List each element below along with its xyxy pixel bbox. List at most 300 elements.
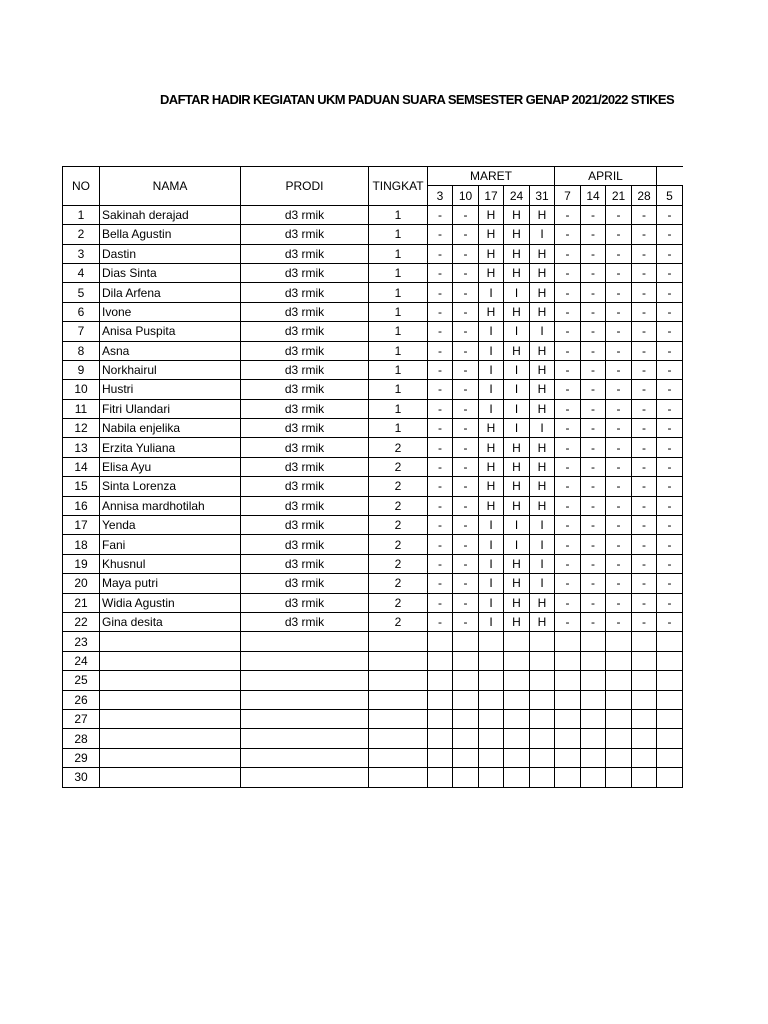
cell-attendance — [504, 651, 530, 670]
cell-tingkat: 2 — [369, 477, 428, 496]
cell-attendance: - — [606, 205, 632, 224]
cell-attendance: I — [479, 612, 504, 631]
date-maret-10: 10 — [453, 186, 479, 205]
cell-attendance: - — [555, 302, 581, 321]
cell-attendance: H — [530, 302, 555, 321]
cell-attendance — [530, 671, 555, 690]
cell-no: 4 — [63, 263, 100, 282]
cell-attendance: H — [530, 263, 555, 282]
cell-attendance: - — [428, 535, 453, 554]
cell-attendance: - — [453, 457, 479, 476]
cell-attendance: H — [504, 205, 530, 224]
cell-tingkat: 2 — [369, 535, 428, 554]
cell-attendance: H — [504, 302, 530, 321]
cell-prodi: d3 rmik — [241, 205, 369, 224]
table-row — [63, 399, 683, 418]
cell-attendance: I — [504, 322, 530, 341]
cell-tingkat — [369, 632, 428, 651]
cell-attendance: - — [606, 419, 632, 438]
cell-attendance: - — [606, 554, 632, 573]
cell-tingkat — [369, 709, 428, 728]
cell-nama: Fani — [100, 535, 241, 554]
cell-attendance — [581, 768, 606, 787]
cell-nama: Anisa Puspita — [100, 322, 241, 341]
table-row — [63, 302, 683, 321]
cell-attendance — [479, 690, 504, 709]
cell-attendance — [555, 709, 581, 728]
cell-attendance: - — [632, 283, 657, 302]
cell-attendance: H — [504, 341, 530, 360]
cell-nama — [100, 709, 241, 728]
cell-attendance: - — [555, 205, 581, 224]
cell-no: 2 — [63, 225, 100, 244]
cell-attendance — [632, 709, 657, 728]
cell-attendance: - — [606, 516, 632, 535]
cell-nama: Ivone — [100, 302, 241, 321]
cell-attendance: - — [428, 438, 453, 457]
cell-attendance: - — [555, 496, 581, 515]
cell-attendance — [555, 748, 581, 767]
cell-attendance: - — [453, 302, 479, 321]
cell-prodi: d3 rmik — [241, 419, 369, 438]
cell-attendance: H — [504, 457, 530, 476]
cell-attendance — [581, 729, 606, 748]
cell-attendance — [504, 768, 530, 787]
cell-attendance: - — [555, 535, 581, 554]
cell-attendance: - — [428, 244, 453, 263]
cell-nama — [100, 651, 241, 670]
cell-attendance: - — [657, 477, 683, 496]
cell-attendance: - — [428, 399, 453, 418]
cell-attendance: - — [555, 380, 581, 399]
cell-attendance — [606, 690, 632, 709]
cell-attendance: I — [479, 593, 504, 612]
table-header — [63, 167, 683, 206]
cell-attendance: H — [504, 438, 530, 457]
cell-attendance: H — [479, 457, 504, 476]
cell-attendance — [530, 632, 555, 651]
cell-attendance — [632, 690, 657, 709]
cell-attendance — [632, 632, 657, 651]
cell-attendance: I — [504, 419, 530, 438]
table-row — [63, 651, 683, 670]
cell-attendance: H — [504, 496, 530, 515]
table-row — [63, 632, 683, 651]
table-row — [63, 554, 683, 573]
cell-nama: Khusnul — [100, 554, 241, 573]
cell-attendance — [453, 748, 479, 767]
cell-attendance: - — [632, 419, 657, 438]
cell-attendance: - — [657, 612, 683, 631]
cell-attendance: - — [453, 535, 479, 554]
cell-attendance — [606, 729, 632, 748]
cell-prodi: d3 rmik — [241, 612, 369, 631]
cell-attendance — [606, 768, 632, 787]
cell-no: 26 — [63, 690, 100, 709]
cell-tingkat: 1 — [369, 283, 428, 302]
cell-attendance: H — [504, 477, 530, 496]
cell-nama — [100, 690, 241, 709]
cell-attendance: - — [428, 322, 453, 341]
cell-attendance: - — [453, 322, 479, 341]
cell-no: 6 — [63, 302, 100, 321]
cell-prodi: d3 rmik — [241, 593, 369, 612]
date-april-21: 21 — [606, 186, 632, 205]
cell-attendance: - — [555, 457, 581, 476]
cell-attendance: H — [479, 302, 504, 321]
header-tingkat: TINGKAT — [369, 167, 428, 206]
cell-attendance — [479, 768, 504, 787]
cell-nama: Widia Agustin — [100, 593, 241, 612]
cell-prodi — [241, 748, 369, 767]
cell-nama: Gina desita — [100, 612, 241, 631]
header-blank — [657, 167, 683, 186]
cell-attendance: - — [606, 535, 632, 554]
cell-attendance: - — [581, 516, 606, 535]
table-row — [63, 593, 683, 612]
header-maret: MARET — [428, 167, 555, 186]
cell-attendance: I — [479, 360, 504, 379]
cell-attendance — [504, 748, 530, 767]
cell-tingkat: 1 — [369, 263, 428, 282]
cell-prodi: d3 rmik — [241, 457, 369, 476]
cell-attendance: - — [581, 360, 606, 379]
cell-tingkat: 1 — [369, 399, 428, 418]
cell-attendance: I — [479, 283, 504, 302]
cell-attendance — [530, 709, 555, 728]
cell-no: 5 — [63, 283, 100, 302]
cell-attendance: - — [606, 477, 632, 496]
cell-attendance — [657, 651, 683, 670]
cell-no: 12 — [63, 419, 100, 438]
cell-attendance — [606, 651, 632, 670]
cell-attendance: - — [606, 380, 632, 399]
cell-attendance: H — [504, 612, 530, 631]
table-row — [63, 263, 683, 282]
cell-attendance: - — [581, 554, 606, 573]
cell-attendance — [581, 671, 606, 690]
cell-attendance: H — [530, 593, 555, 612]
cell-attendance: - — [453, 205, 479, 224]
cell-prodi: d3 rmik — [241, 535, 369, 554]
cell-attendance: - — [581, 496, 606, 515]
cell-attendance: - — [632, 438, 657, 457]
cell-attendance: - — [606, 263, 632, 282]
date-april-14: 14 — [581, 186, 606, 205]
cell-attendance: - — [555, 225, 581, 244]
cell-attendance: - — [453, 554, 479, 573]
cell-tingkat: 2 — [369, 574, 428, 593]
header-april: APRIL — [555, 167, 657, 186]
cell-nama: Asna — [100, 341, 241, 360]
cell-attendance: I — [530, 225, 555, 244]
cell-attendance: - — [453, 516, 479, 535]
cell-attendance: - — [606, 322, 632, 341]
cell-attendance — [479, 671, 504, 690]
cell-attendance: H — [479, 244, 504, 263]
cell-tingkat: 2 — [369, 593, 428, 612]
table-row — [63, 283, 683, 302]
cell-attendance: - — [632, 612, 657, 631]
cell-attendance: H — [530, 496, 555, 515]
table-row — [63, 419, 683, 438]
cell-attendance — [606, 671, 632, 690]
cell-prodi: d3 rmik — [241, 438, 369, 457]
cell-attendance: H — [504, 244, 530, 263]
cell-attendance: I — [479, 535, 504, 554]
cell-attendance: - — [657, 593, 683, 612]
cell-tingkat: 1 — [369, 225, 428, 244]
cell-attendance: H — [530, 205, 555, 224]
cell-prodi: d3 rmik — [241, 399, 369, 418]
cell-attendance: I — [530, 574, 555, 593]
cell-attendance: I — [479, 399, 504, 418]
cell-tingkat: 1 — [369, 341, 428, 360]
cell-attendance: - — [657, 419, 683, 438]
cell-attendance: - — [657, 341, 683, 360]
cell-nama — [100, 671, 241, 690]
cell-attendance — [555, 690, 581, 709]
cell-attendance: H — [504, 225, 530, 244]
date-april-28: 28 — [632, 186, 657, 205]
cell-attendance: I — [479, 554, 504, 573]
cell-attendance: - — [428, 360, 453, 379]
cell-attendance: - — [581, 225, 606, 244]
cell-no: 17 — [63, 516, 100, 535]
cell-attendance: - — [555, 612, 581, 631]
cell-attendance — [479, 632, 504, 651]
cell-attendance — [504, 709, 530, 728]
cell-no: 8 — [63, 341, 100, 360]
table-row — [63, 690, 683, 709]
cell-attendance: - — [555, 593, 581, 612]
cell-attendance: I — [504, 399, 530, 418]
cell-attendance: H — [479, 477, 504, 496]
cell-attendance: - — [428, 496, 453, 515]
cell-tingkat: 2 — [369, 496, 428, 515]
cell-no: 10 — [63, 380, 100, 399]
table-row — [63, 438, 683, 457]
cell-prodi: d3 rmik — [241, 496, 369, 515]
cell-attendance — [428, 729, 453, 748]
cell-attendance — [428, 709, 453, 728]
cell-prodi: d3 rmik — [241, 341, 369, 360]
cell-attendance: - — [657, 554, 683, 573]
cell-attendance: - — [606, 457, 632, 476]
cell-tingkat: 2 — [369, 612, 428, 631]
cell-attendance — [453, 690, 479, 709]
cell-attendance: H — [530, 477, 555, 496]
cell-no: 24 — [63, 651, 100, 670]
cell-attendance: - — [453, 477, 479, 496]
cell-attendance — [657, 632, 683, 651]
cell-nama — [100, 632, 241, 651]
cell-attendance — [555, 651, 581, 670]
cell-attendance: - — [581, 419, 606, 438]
cell-attendance: H — [479, 419, 504, 438]
cell-no: 21 — [63, 593, 100, 612]
cell-attendance: I — [479, 341, 504, 360]
cell-attendance — [428, 768, 453, 787]
cell-attendance: - — [657, 244, 683, 263]
cell-prodi — [241, 768, 369, 787]
cell-attendance: - — [657, 205, 683, 224]
table-row — [63, 341, 683, 360]
cell-attendance: - — [428, 612, 453, 631]
cell-attendance: H — [530, 457, 555, 476]
cell-attendance: - — [555, 399, 581, 418]
cell-attendance: - — [632, 554, 657, 573]
cell-attendance: - — [606, 574, 632, 593]
cell-prodi — [241, 632, 369, 651]
cell-attendance — [479, 709, 504, 728]
cell-attendance: - — [632, 457, 657, 476]
cell-attendance — [504, 632, 530, 651]
cell-attendance: - — [632, 302, 657, 321]
cell-attendance: - — [581, 341, 606, 360]
cell-nama — [100, 729, 241, 748]
cell-attendance: - — [657, 496, 683, 515]
cell-prodi: d3 rmik — [241, 302, 369, 321]
cell-tingkat: 2 — [369, 457, 428, 476]
cell-tingkat: 1 — [369, 205, 428, 224]
date-maret-24: 24 — [504, 186, 530, 205]
cell-attendance: - — [657, 574, 683, 593]
cell-attendance: H — [479, 438, 504, 457]
cell-nama — [100, 768, 241, 787]
cell-attendance: - — [453, 380, 479, 399]
cell-prodi: d3 rmik — [241, 244, 369, 263]
table-row — [63, 748, 683, 767]
cell-attendance: H — [530, 399, 555, 418]
cell-attendance — [606, 709, 632, 728]
cell-attendance — [657, 729, 683, 748]
cell-attendance: H — [530, 283, 555, 302]
table-row — [63, 360, 683, 379]
cell-attendance — [657, 690, 683, 709]
cell-attendance: I — [479, 516, 504, 535]
attendance-table — [62, 166, 683, 788]
cell-attendance: - — [632, 360, 657, 379]
cell-prodi: d3 rmik — [241, 360, 369, 379]
cell-nama: Yenda — [100, 516, 241, 535]
cell-attendance — [555, 632, 581, 651]
cell-attendance — [657, 748, 683, 767]
cell-attendance — [657, 709, 683, 728]
cell-attendance: - — [581, 612, 606, 631]
header-nama: NAMA — [100, 167, 241, 206]
cell-attendance: - — [453, 612, 479, 631]
cell-attendance: - — [555, 554, 581, 573]
cell-attendance — [632, 748, 657, 767]
cell-tingkat: 1 — [369, 302, 428, 321]
cell-attendance — [479, 729, 504, 748]
cell-attendance: - — [453, 225, 479, 244]
cell-attendance: - — [657, 380, 683, 399]
cell-attendance: - — [428, 419, 453, 438]
cell-attendance: H — [504, 593, 530, 612]
cell-tingkat — [369, 671, 428, 690]
cell-tingkat — [369, 729, 428, 748]
cell-tingkat — [369, 748, 428, 767]
cell-attendance: - — [453, 593, 479, 612]
cell-attendance: I — [504, 535, 530, 554]
cell-no: 20 — [63, 574, 100, 593]
cell-tingkat: 2 — [369, 554, 428, 573]
cell-attendance: - — [632, 263, 657, 282]
cell-tingkat: 2 — [369, 516, 428, 535]
cell-attendance — [479, 651, 504, 670]
date-maret-3: 3 — [428, 186, 453, 205]
cell-attendance: - — [555, 360, 581, 379]
cell-attendance: - — [632, 496, 657, 515]
cell-attendance: - — [606, 438, 632, 457]
cell-attendance: - — [453, 399, 479, 418]
cell-no: 27 — [63, 709, 100, 728]
cell-attendance — [581, 632, 606, 651]
cell-attendance: - — [428, 477, 453, 496]
cell-attendance: I — [530, 516, 555, 535]
cell-attendance: - — [428, 380, 453, 399]
cell-attendance: I — [530, 535, 555, 554]
cell-attendance — [657, 671, 683, 690]
cell-attendance: - — [453, 244, 479, 263]
cell-attendance: - — [632, 322, 657, 341]
cell-attendance — [428, 671, 453, 690]
cell-attendance: - — [606, 399, 632, 418]
table-row — [63, 671, 683, 690]
cell-attendance: H — [530, 438, 555, 457]
cell-attendance: - — [428, 341, 453, 360]
cell-attendance: - — [453, 438, 479, 457]
cell-tingkat: 2 — [369, 438, 428, 457]
cell-attendance — [555, 768, 581, 787]
cell-attendance: - — [581, 263, 606, 282]
cell-attendance: - — [657, 263, 683, 282]
cell-attendance: - — [428, 593, 453, 612]
cell-prodi: d3 rmik — [241, 554, 369, 573]
cell-attendance — [428, 632, 453, 651]
cell-tingkat: 1 — [369, 380, 428, 399]
cell-attendance: - — [581, 399, 606, 418]
cell-nama: Sakinah derajad — [100, 205, 241, 224]
cell-attendance — [581, 651, 606, 670]
cell-attendance: - — [606, 283, 632, 302]
cell-attendance: H — [504, 554, 530, 573]
cell-nama: Dias Sinta — [100, 263, 241, 282]
table-row — [63, 574, 683, 593]
cell-attendance: - — [581, 302, 606, 321]
cell-attendance: I — [504, 380, 530, 399]
cell-attendance — [555, 729, 581, 748]
cell-attendance — [581, 709, 606, 728]
cell-tingkat: 1 — [369, 360, 428, 379]
cell-attendance: - — [428, 457, 453, 476]
cell-attendance: - — [632, 574, 657, 593]
cell-attendance: H — [530, 380, 555, 399]
cell-attendance: - — [657, 225, 683, 244]
cell-attendance: - — [453, 360, 479, 379]
cell-attendance: - — [453, 574, 479, 593]
cell-nama: Annisa mardhotilah — [100, 496, 241, 515]
cell-no: 7 — [63, 322, 100, 341]
cell-attendance — [632, 651, 657, 670]
cell-attendance: - — [555, 574, 581, 593]
cell-attendance: - — [428, 554, 453, 573]
cell-no: 28 — [63, 729, 100, 748]
cell-attendance: - — [555, 477, 581, 496]
cell-attendance: - — [453, 419, 479, 438]
